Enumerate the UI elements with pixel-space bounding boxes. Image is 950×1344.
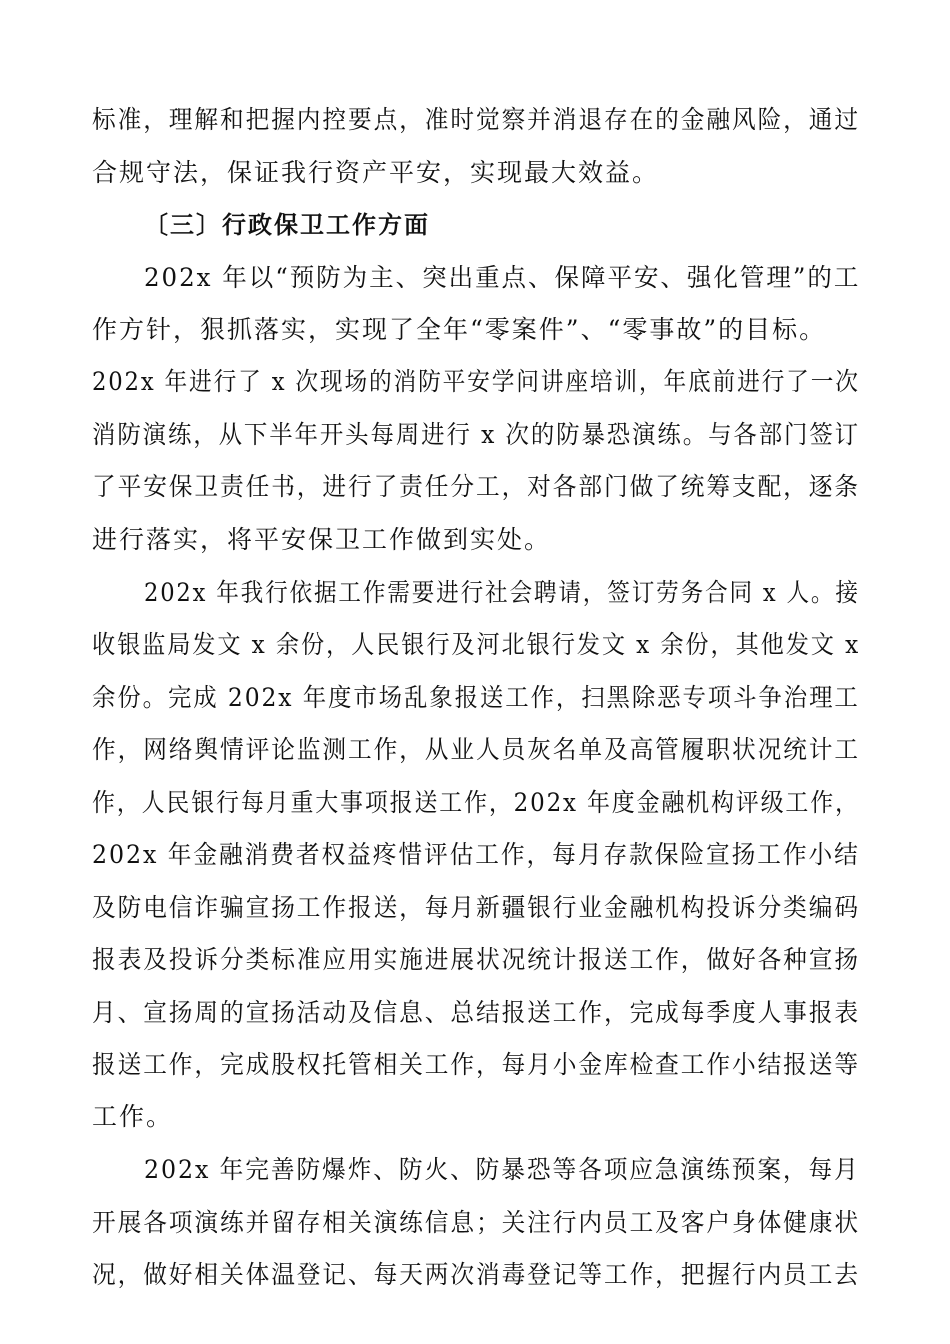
paragraph-line: 报表及投诉分类标准应用实施进展状况统计报送工作，做好各种宣扬	[92, 945, 860, 974]
paragraph-line: 作，网络舆情评论监测工作，从业人员灰名单及高管履职状况统计工	[92, 735, 860, 764]
paragraph-line: 月、宣扬周的宣扬活动及信息、总结报送工作，完成每季度人事报表	[92, 998, 860, 1027]
paragraph-line: 作，人民银行每月重大事项报送工作，202x 年度金融机构评级工作，	[92, 788, 860, 817]
paragraph-line: 合规守法，保证我行资产平安，实现最大效益。	[92, 158, 660, 187]
paragraph-line: 余份。完成 202x 年度市场乱象报送工作，扫黑除恶专项斗争治理工	[92, 683, 860, 712]
paragraph-line: 报送工作，完成股权托管相关工作，每月小金库检查工作小结报送等	[92, 1050, 860, 1079]
paragraph-line: 202x 年进行了 x 次现场的消防平安学问讲座培训，年底前进行了一次	[92, 367, 860, 396]
paragraph-line: 开展各项演练并留存相关演练信息；关注行内员工及客户身体健康状	[92, 1208, 860, 1237]
paragraph-line: 收银监局发文 x 余份，人民银行及河北银行发文 x 余份，其他发文 x	[92, 630, 861, 659]
paragraph-line: 况，做好相关体温登记、每天两次消毒登记等工作，把握行内员工去	[92, 1260, 860, 1289]
paragraph-line: 作方针，狠抓落实，实现了全年“零案件”、“零事故”的目标。	[92, 315, 827, 344]
paragraph-line: 消防演练，从下半年开头每周进行 x 次的防暴恐演练。与各部门签订	[92, 420, 860, 449]
paragraph-line: 进行落实，将平安保卫工作做到实处。	[92, 525, 552, 554]
paragraph-line: 标准，理解和把握内控要点，准时觉察并消退存在的金融风险，通过	[92, 105, 860, 134]
section-heading: 〔三〕行政保卫工作方面	[144, 211, 430, 239]
paragraph-line: 202x 年以“预防为主、突出重点、保障平安、强化管理”的工	[144, 263, 861, 292]
paragraph-line: 工作。	[92, 1102, 174, 1131]
paragraph-line: 202x 年我行依据工作需要进行社会聘请，签订劳务合同 x 人。接	[144, 578, 860, 607]
paragraph-line: 及防电信诈骗宣扬工作报送，每月新疆银行业金融机构投诉分类编码	[92, 893, 860, 922]
paragraph-line: 202x 年金融消费者权益疼惜评估工作，每月存款保险宣扬工作小结	[92, 840, 860, 869]
paragraph-line: 了平安保卫责任书，进行了责任分工，对各部门做了统筹支配，逐条	[92, 472, 860, 501]
paragraph-line: 202x 年完善防爆炸、防火、防暴恐等各项应急演练预案，每月	[144, 1155, 860, 1184]
